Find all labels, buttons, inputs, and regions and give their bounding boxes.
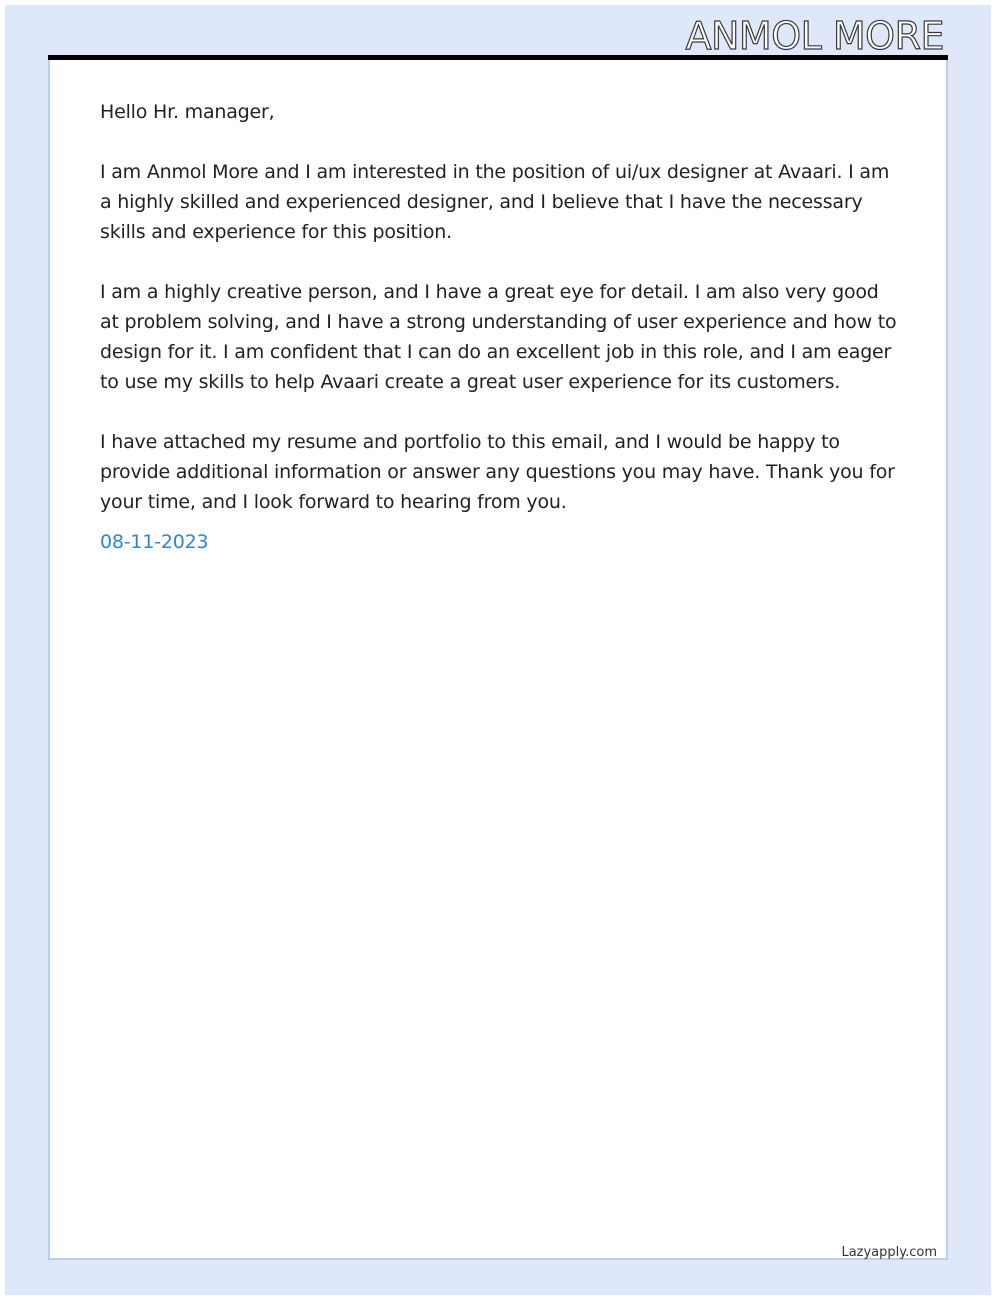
letter-date: 08-11-2023 [100,531,209,553]
applicant-name: ANMOL MORE [685,14,944,58]
watermark: Lazyapply.com [841,1245,937,1260]
letter-paragraph-2: I am a highly creative person, and I have a great eye for detail. I am also very good at problem solving, and I have a strong understanding of user experience and how to design for it. I am confident that I can do an excellent job in this role, and I am eager to use my skills to help Avaari create a great user experience for its customers. [100,281,897,393]
letter-greeting: Hello Hr. manager, [100,101,275,123]
letter-paragraph-1: I am Anmol More and I am interested in the position of ui/ux designer at Avaari. I am a highly skilled and experienced designer, and I believe that I have the necessary skills and experience for this position. [100,161,890,243]
letter-body [100,97,900,557]
letter-paragraph-3: I have attached my resume and portfolio to this email, and I would be happy to provide additional information or answer any questions you may have. Thank you for your time, and I look forward to hearing from you. [100,431,895,513]
